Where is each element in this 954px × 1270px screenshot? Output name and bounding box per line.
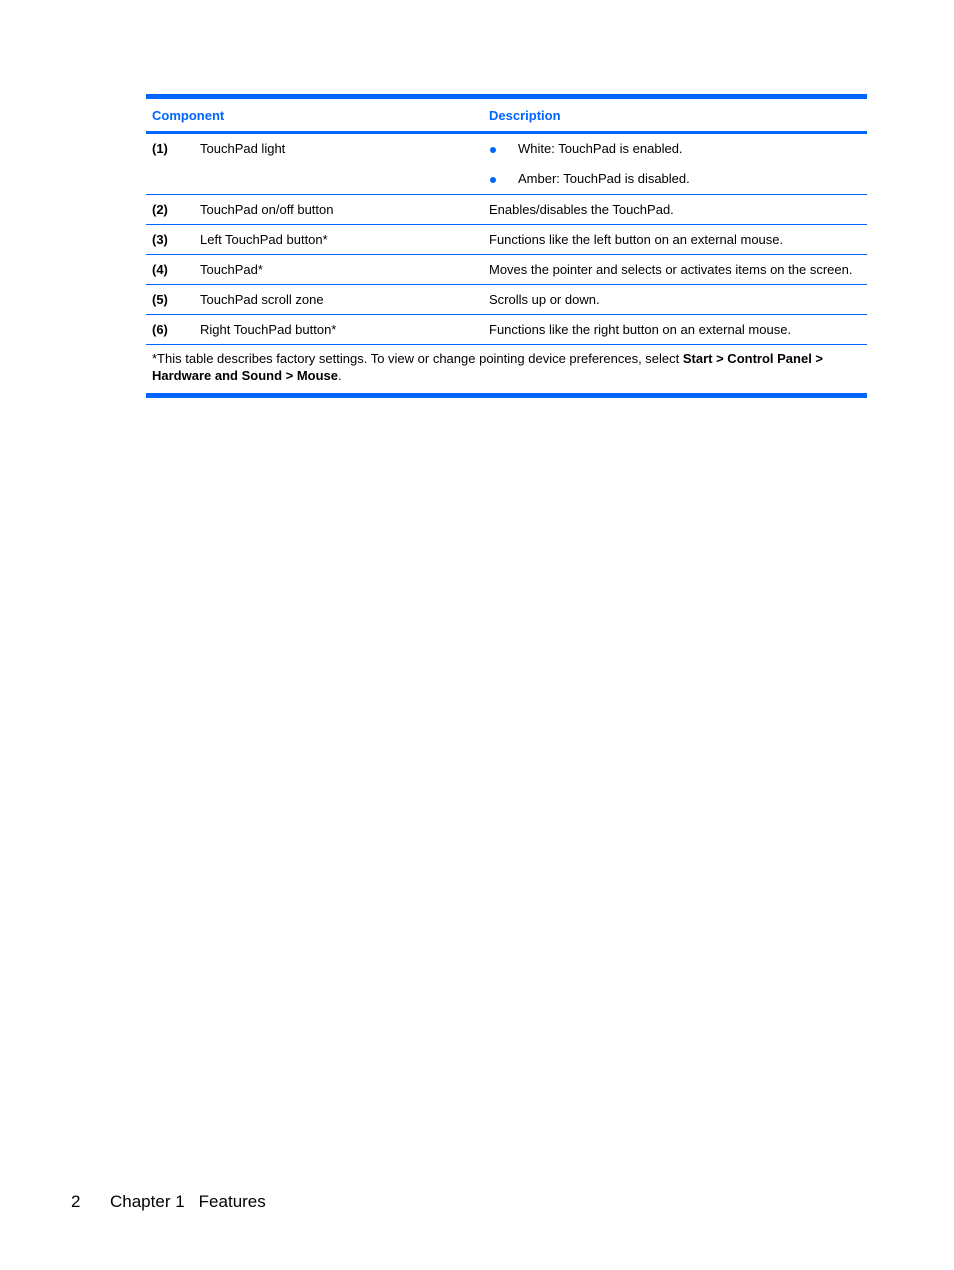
table-row — [146, 225, 867, 255]
table-row — [146, 285, 867, 315]
bullet-text: Amber: TouchPad is disabled. — [518, 171, 690, 186]
bullet-item — [489, 171, 867, 187]
bullet-text: White: TouchPad is enabled. — [518, 141, 683, 156]
page-number: 2 — [71, 1192, 81, 1211]
row-description: Scrolls up or down. — [489, 292, 600, 307]
footnote-text: *This table describes factory settings. To view or change pointing device preferences, select — [152, 351, 683, 366]
row-component: Left TouchPad button* — [200, 232, 328, 247]
row-component: Right TouchPad button* — [200, 322, 337, 337]
row-component: TouchPad* — [200, 262, 263, 277]
row-description: Moves the pointer and selects or activates items on the screen. — [489, 262, 853, 277]
table-row — [146, 134, 867, 195]
header-description: Description — [489, 107, 561, 123]
table-row — [146, 195, 867, 225]
row-component: TouchPad scroll zone — [200, 292, 324, 307]
bullet-item — [489, 141, 867, 157]
row-description — [482, 134, 867, 194]
row-number: (4) — [152, 262, 168, 277]
footnote-menu-path: Start > Control Panel > Hardware and Sound > Mouse — [152, 351, 824, 383]
row-component: TouchPad light — [200, 141, 286, 156]
row-number: (1) — [152, 141, 168, 156]
row-component: TouchPad on/off button — [200, 202, 334, 217]
row-description: Functions like the right button on an external mouse. — [489, 322, 792, 337]
bullet-icon — [490, 147, 496, 153]
table-header-row — [146, 99, 867, 131]
chapter-label: Chapter 1 — [110, 1192, 185, 1211]
table-bottom-rule — [146, 393, 867, 398]
components-table — [146, 94, 867, 398]
section-title: Features — [198, 1192, 266, 1211]
footnote-end: . — [338, 368, 342, 383]
row-number: (6) — [152, 322, 168, 337]
row-number: (2) — [152, 202, 168, 217]
row-description: Functions like the left button on an external mouse. — [489, 232, 784, 247]
table-row — [146, 255, 867, 285]
row-number: (3) — [152, 232, 168, 247]
header-component: Component — [152, 107, 225, 123]
page-footer — [71, 1192, 266, 1212]
table-row — [146, 315, 867, 345]
row-number: (5) — [152, 292, 168, 307]
bullet-icon — [490, 177, 496, 183]
row-description: Enables/disables the TouchPad. — [489, 202, 674, 217]
table-footnote — [146, 345, 867, 393]
